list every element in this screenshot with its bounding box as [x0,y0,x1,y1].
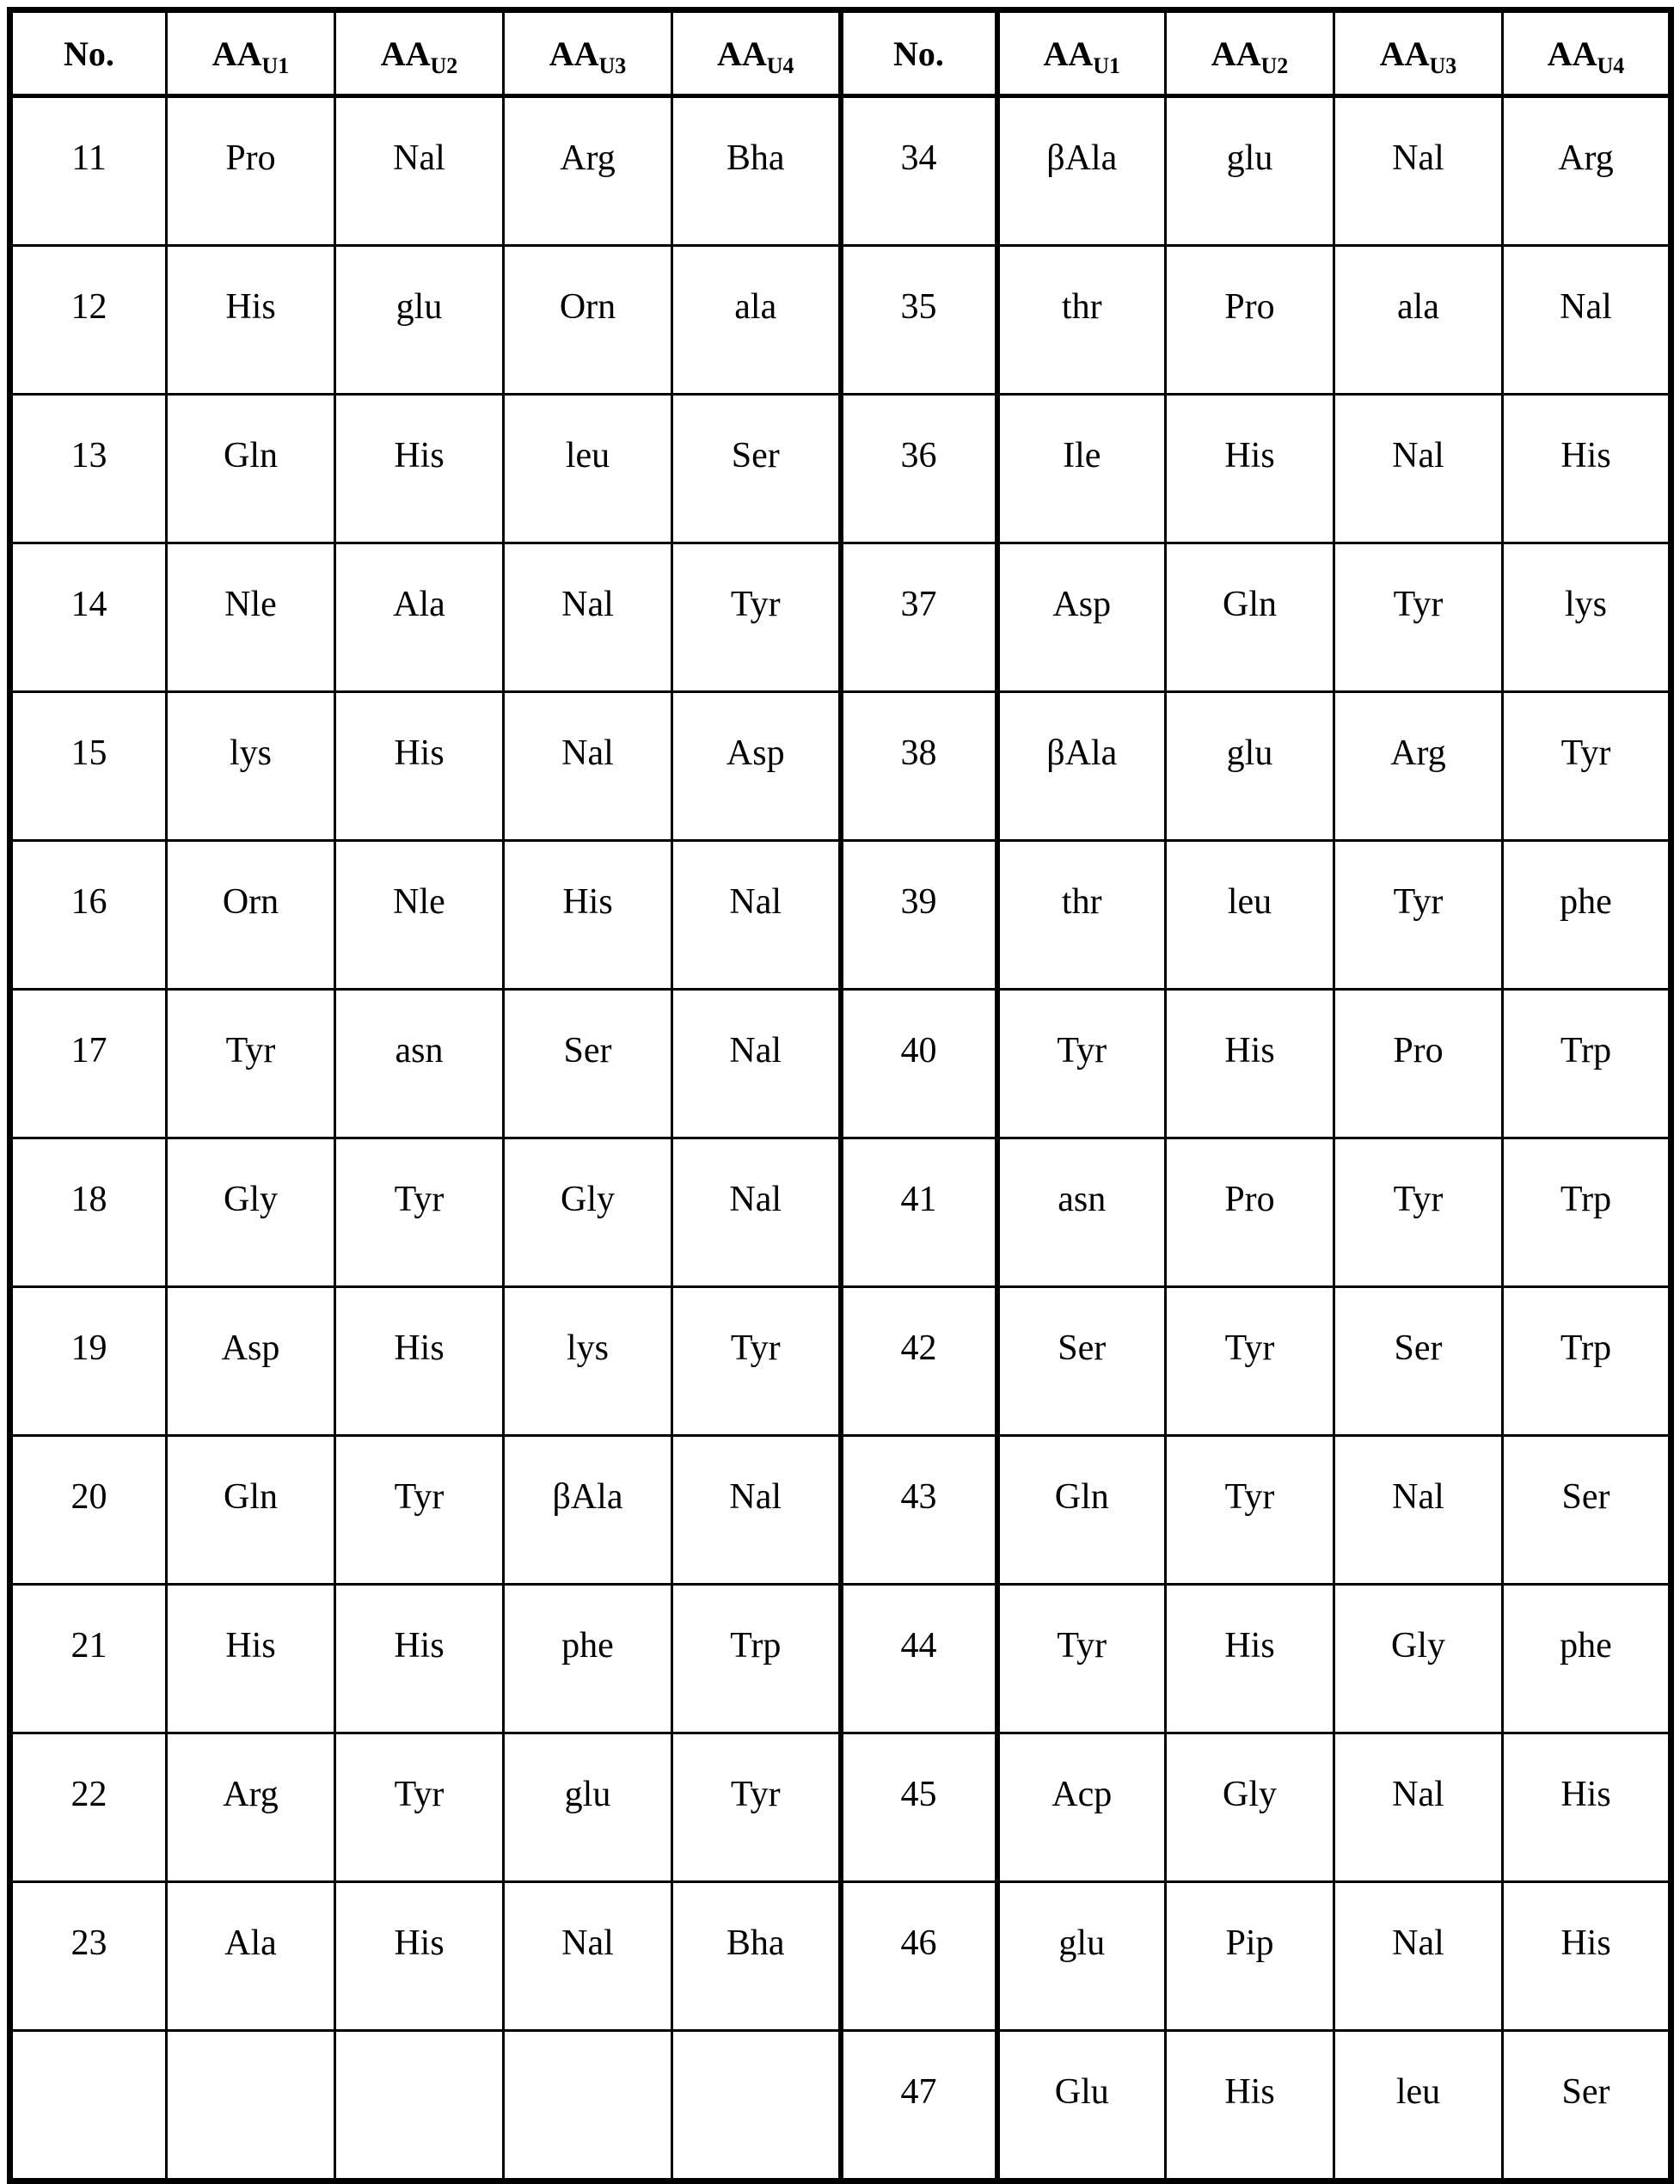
amino-acid-cell: Arg [1503,96,1671,246]
table-row [10,543,1671,692]
amino-acid-cell: Trp [672,1585,841,1733]
row-number-cell: 12 [10,246,167,395]
amino-acid-cell: Gln [167,395,335,543]
aa-subscript: U3 [1429,52,1457,78]
aa-subscript: U1 [261,52,290,78]
amino-acid-cell: asn [997,1138,1166,1287]
aa-subscript: U4 [1597,52,1625,78]
amino-acid-cell: Pro [167,96,335,246]
col-header-aa-u1-right [997,10,1166,96]
amino-acid-cell: lys [1503,543,1671,692]
amino-acid-cell: ala [672,246,841,395]
amino-acid-cell [504,2031,672,2181]
table-row [10,1138,1671,1287]
amino-acid-cell: lys [167,692,335,841]
amino-acid-cell: Nal [672,1436,841,1585]
row-number-cell: 39 [841,841,997,990]
amino-acid-cell: His [335,395,504,543]
amino-acid-cell: Ala [167,1882,335,2031]
aa-subscript: U2 [1260,52,1289,78]
amino-acid-cell: leu [1166,841,1334,990]
table-row [10,841,1671,990]
amino-acid-cell: Glu [997,2031,1166,2181]
amino-acid-cell: Nal [1334,96,1503,246]
amino-acid-cell: Asp [672,692,841,841]
amino-acid-cell: Gln [997,1436,1166,1585]
amino-acid-cell: Nle [335,841,504,990]
col-header-no-left [10,10,167,96]
aa-label: AA [549,34,599,73]
amino-acid-cell: phe [1503,1585,1671,1733]
col-header-aa-u1-left [167,10,335,96]
table-row [10,96,1671,246]
aa-label: AA [716,34,767,73]
row-number-cell: 42 [841,1287,997,1436]
amino-acid-cell: Tyr [335,1436,504,1585]
row-number-cell: 17 [10,990,167,1138]
amino-acid-cell: glu [1166,692,1334,841]
no-label: No. [64,34,114,73]
amino-acid-cell: His [335,1882,504,2031]
amino-acid-cell: His [1503,1882,1671,2031]
amino-acid-cell: glu [1166,96,1334,246]
row-number-cell: 13 [10,395,167,543]
aa-subscript: U2 [430,52,458,78]
amino-acid-cell: Nal [504,543,672,692]
amino-acid-cell: His [1503,395,1671,543]
amino-acid-cell: Gly [1334,1585,1503,1733]
amino-acid-cell: Asp [997,543,1166,692]
row-number-cell: 44 [841,1585,997,1733]
amino-acid-cell: Pro [1166,1138,1334,1287]
aa-subscript: U3 [598,52,627,78]
amino-acid-cell: His [167,246,335,395]
amino-acid-cell: Ala [335,543,504,692]
amino-acid-cell: Tyr [167,990,335,1138]
row-number-cell: 19 [10,1287,167,1436]
amino-acid-cell: Tyr [1334,841,1503,990]
amino-acid-cell: Ser [1503,2031,1671,2181]
aa-label: AA [1043,34,1094,73]
amino-acid-cell: Gly [1166,1733,1334,1882]
row-number-cell: 20 [10,1436,167,1585]
amino-acid-cell: Orn [504,246,672,395]
amino-acid-cell: glu [335,246,504,395]
amino-acid-cell: phe [504,1585,672,1733]
col-header-aa-u4-left [672,10,841,96]
amino-acid-cell: His [335,1287,504,1436]
amino-acid-table [7,7,1674,2184]
row-number-cell: 16 [10,841,167,990]
row-number-cell: 41 [841,1138,997,1287]
row-number-cell: 34 [841,96,997,246]
amino-acid-cell: Nle [167,543,335,692]
amino-acid-cell: phe [1503,841,1671,990]
col-header-aa-u2-right [1166,10,1334,96]
amino-acid-cell: Arg [1334,692,1503,841]
amino-acid-cell: Orn [167,841,335,990]
row-number-cell [10,2031,167,2181]
amino-acid-cell: Ile [997,395,1166,543]
amino-acid-cell: Nal [504,1882,672,2031]
amino-acid-cell: Ser [504,990,672,1138]
row-number-cell: 38 [841,692,997,841]
amino-acid-cell [335,2031,504,2181]
row-number-cell: 45 [841,1733,997,1882]
table-row [10,1287,1671,1436]
amino-acid-cell: Tyr [997,1585,1166,1733]
row-number-cell: 14 [10,543,167,692]
amino-acid-cell: His [504,841,672,990]
amino-acid-cell: Ser [1503,1436,1671,1585]
amino-acid-cell: Tyr [997,990,1166,1138]
amino-acid-cell: His [167,1585,335,1733]
amino-acid-cell: Trp [1503,990,1671,1138]
amino-acid-cell: Nal [504,692,672,841]
amino-acid-cell: Nal [672,841,841,990]
amino-acid-cell: Gly [167,1138,335,1287]
amino-acid-cell: Ser [672,395,841,543]
amino-acid-cell: His [1503,1733,1671,1882]
amino-acid-cell: Nal [1334,1733,1503,1882]
table-row [10,1585,1671,1733]
table-body [10,96,1671,2181]
amino-acid-cell: Arg [167,1733,335,1882]
amino-acid-cell: Ser [997,1287,1166,1436]
row-number-cell: 21 [10,1585,167,1733]
amino-acid-cell: βAla [997,692,1166,841]
amino-acid-cell: Tyr [1166,1436,1334,1585]
amino-acid-cell: βAla [504,1436,672,1585]
amino-acid-cell: βAla [997,96,1166,246]
amino-acid-cell: Tyr [335,1733,504,1882]
amino-acid-cell: Tyr [672,1733,841,1882]
amino-acid-cell: His [1166,990,1334,1138]
amino-acid-cell: ala [1334,246,1503,395]
row-number-cell: 15 [10,692,167,841]
row-number-cell: 46 [841,1882,997,2031]
no-label: No. [893,34,944,73]
table-row [10,692,1671,841]
amino-acid-cell: leu [504,395,672,543]
row-number-cell: 18 [10,1138,167,1287]
amino-acid-cell: glu [504,1733,672,1882]
row-number-cell: 22 [10,1733,167,1882]
amino-acid-cell: Pro [1166,246,1334,395]
col-header-aa-u3-left [504,10,672,96]
amino-acid-cell: asn [335,990,504,1138]
amino-acid-cell: Nal [1334,1436,1503,1585]
amino-acid-cell: Tyr [1334,543,1503,692]
amino-acid-cell: Tyr [1166,1287,1334,1436]
amino-acid-cell: leu [1334,2031,1503,2181]
row-number-cell: 11 [10,96,167,246]
amino-acid-cell [672,2031,841,2181]
amino-acid-cell: Gln [1166,543,1334,692]
amino-acid-cell: Arg [504,96,672,246]
amino-acid-cell: Asp [167,1287,335,1436]
aa-subscript: U1 [1093,52,1121,78]
table-row [10,2031,1671,2181]
row-number-cell: 23 [10,1882,167,2031]
amino-acid-cell: Nal [1503,246,1671,395]
amino-acid-cell: Gln [167,1436,335,1585]
aa-label: AA [212,34,262,73]
amino-acid-cell: Pro [1334,990,1503,1138]
amino-acid-cell: Gly [504,1138,672,1287]
aa-label: AA [1211,34,1261,73]
amino-acid-cell: Tyr [335,1138,504,1287]
aa-label: AA [1379,34,1430,73]
row-number-cell: 36 [841,395,997,543]
amino-acid-cell: Tyr [1503,692,1671,841]
table-row [10,1882,1671,2031]
amino-acid-cell: Bha [672,96,841,246]
amino-acid-cell: His [1166,2031,1334,2181]
amino-acid-cell: Trp [1503,1287,1671,1436]
aa-label: AA [380,34,431,73]
amino-acid-cell: lys [504,1287,672,1436]
amino-acid-cell: thr [997,246,1166,395]
amino-acid-cell: His [1166,1585,1334,1733]
amino-acid-cell: Ser [1334,1287,1503,1436]
amino-acid-cell: Acp [997,1733,1166,1882]
amino-acid-cell: Tyr [672,543,841,692]
amino-acid-cell: Nal [1334,395,1503,543]
amino-acid-cell: His [335,1585,504,1733]
aa-label: AA [1547,34,1597,73]
col-header-aa-u2-left [335,10,504,96]
amino-acid-cell: Bha [672,1882,841,2031]
amino-acid-cell: glu [997,1882,1166,2031]
header-row [10,10,1671,96]
row-number-cell: 43 [841,1436,997,1585]
amino-acid-cell: Pip [1166,1882,1334,2031]
aa-subscript: U4 [766,52,794,78]
col-header-no-right [841,10,997,96]
table-row [10,1733,1671,1882]
table-row [10,246,1671,395]
table-row [10,395,1671,543]
row-number-cell: 35 [841,246,997,395]
amino-acid-cell: Nal [672,990,841,1138]
table-row [10,1436,1671,1585]
amino-acid-cell: Nal [1334,1882,1503,2031]
amino-acid-cell: His [335,692,504,841]
amino-acid-cell: His [1166,395,1334,543]
amino-acid-cell: Nal [335,96,504,246]
table-row [10,990,1671,1138]
table-header [10,10,1671,96]
amino-acid-cell [167,2031,335,2181]
row-number-cell: 37 [841,543,997,692]
amino-acid-cell: Tyr [672,1287,841,1436]
amino-acid-cell: Tyr [1334,1138,1503,1287]
col-header-aa-u4-right [1503,10,1671,96]
row-number-cell: 47 [841,2031,997,2181]
amino-acid-cell: thr [997,841,1166,990]
amino-acid-cell: Trp [1503,1138,1671,1287]
col-header-aa-u3-right [1334,10,1503,96]
amino-acid-cell: Nal [672,1138,841,1287]
row-number-cell: 40 [841,990,997,1138]
